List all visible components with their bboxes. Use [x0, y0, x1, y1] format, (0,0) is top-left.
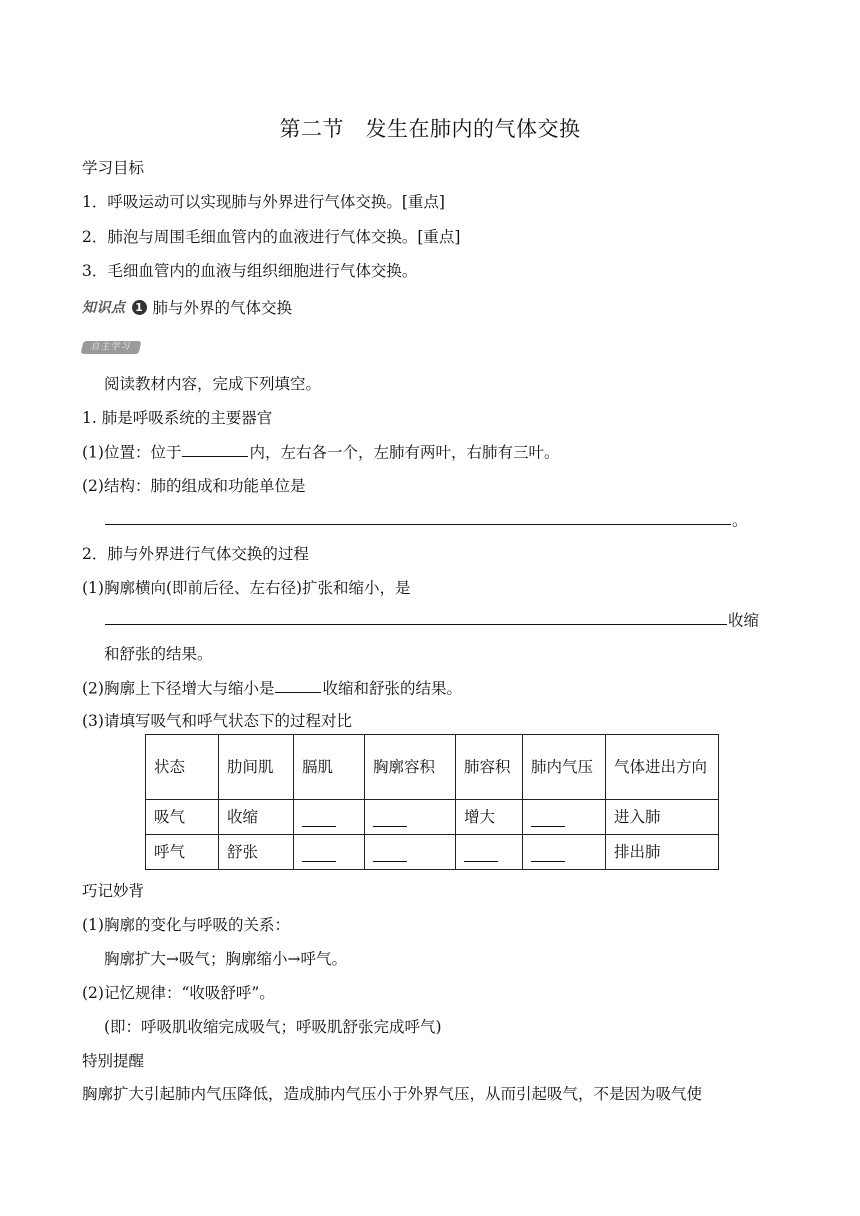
comparison-table: [145, 734, 719, 870]
q2-end: 。: [732, 511, 748, 530]
table-cell: 增大: [456, 800, 523, 835]
knowledge-point-badge: 知识点: [82, 300, 126, 316]
table-header-cell: 肋间肌: [219, 735, 294, 800]
q1-prefix: (1)位置：位于: [82, 443, 182, 462]
table-cell: 进入肺: [606, 800, 719, 835]
section1-q2: (2)结构：肺的组成和功能单位是: [82, 477, 306, 495]
memory-heading: 巧记妙背: [82, 882, 145, 900]
table-header-cell: 肺容积: [456, 735, 523, 800]
fill-blank[interactable]: [531, 843, 565, 862]
table-header-row: [146, 735, 719, 800]
fill-blank[interactable]: [302, 808, 336, 827]
table-cell: [294, 800, 365, 835]
section1-q1: [82, 440, 559, 462]
q1-tail: 收缩: [728, 611, 760, 630]
objective-item: 3．毛细血管内的血液与组织细胞进行气体交换。: [82, 262, 418, 280]
memory-p2: (2)记忆规律：“收吸舒呼”。: [82, 984, 275, 1002]
reminder-heading: 特别提醒: [82, 1052, 145, 1070]
knowledge-point-number: 1: [132, 300, 147, 315]
fill-blank[interactable]: [105, 508, 731, 525]
section2-heading: 2．肺与外界进行气体交换的过程: [82, 545, 309, 563]
table-header-cell: 肺内气压: [523, 735, 606, 800]
table-cell: [523, 835, 606, 870]
fill-blank[interactable]: [373, 843, 407, 862]
self-study-stamp-text: 自主学习: [90, 342, 133, 352]
table-header-cell: 状态: [146, 735, 219, 800]
table-row: [146, 800, 719, 835]
table-cell: 呼气: [146, 835, 219, 870]
table-cell: [365, 800, 456, 835]
table-cell: 舒张: [219, 835, 294, 870]
fill-blank[interactable]: [182, 440, 248, 457]
self-study-stamp: [81, 341, 142, 354]
intro-text: 阅读教材内容，完成下列填空。: [104, 375, 322, 393]
table-cell: [294, 835, 365, 870]
fill-blank[interactable]: [531, 808, 565, 827]
section2-q2: [82, 676, 462, 698]
memory-p1: (1)胸廓的变化与呼吸的关系：: [82, 916, 290, 934]
q2-prefix: (2)胸廓上下径增大与缩小是: [82, 679, 275, 698]
fill-blank[interactable]: [373, 808, 407, 827]
memory-p2-detail: (即：呼吸肌收缩完成吸气；呼吸肌舒张完成呼气): [104, 1018, 442, 1036]
table-header-cell: 气体进出方向: [606, 735, 719, 800]
knowledge-point-label: 肺与外界的气体交换: [152, 299, 293, 317]
fill-blank[interactable]: [105, 608, 727, 625]
table-cell: 吸气: [146, 800, 219, 835]
memory-p1-detail: 胸廓扩大→吸气；胸廓缩小→呼气。: [104, 950, 347, 968]
table-cell: 排出肺: [606, 835, 719, 870]
objectives-heading: 学习目标: [82, 159, 145, 177]
section1-q2-answer-line: [104, 508, 748, 530]
q1-suffix: 内，左右各一个，左肺有两叶，右肺有三叶。: [249, 443, 560, 462]
fill-blank[interactable]: [275, 676, 321, 693]
section2-q1-cont: 和舒张的结果。: [104, 645, 213, 663]
q2-suffix: 收缩和舒张的结果。: [322, 679, 462, 698]
table-header-cell: 膈肌: [294, 735, 365, 800]
section2-q1-answer-line: [104, 608, 759, 630]
knowledge-point-header: [82, 296, 292, 318]
table-header-cell: 胸廓容积: [365, 735, 456, 800]
section1-heading: 1. 肺是呼吸系统的主要器官: [82, 409, 273, 427]
section2-q1: (1)胸廓横向(即前后径、左右径)扩张和缩小，是: [82, 579, 411, 597]
table-row: [146, 835, 719, 870]
fill-blank[interactable]: [464, 843, 498, 862]
reminder-text: 胸廓扩大引起肺内气压降低，造成肺内气压小于外界气压，从而引起吸气，不是因为吸气使: [82, 1085, 703, 1103]
table-cell: [456, 835, 523, 870]
fill-blank[interactable]: [302, 843, 336, 862]
section2-q3: (3)请填写吸气和呼气状态下的过程对比: [82, 712, 352, 730]
page-title: 第二节 发生在肺内的气体交换: [279, 117, 581, 141]
table-cell: [365, 835, 456, 870]
objective-item: 1．呼吸运动可以实现肺与外界进行气体交换。[重点]: [82, 193, 445, 211]
table-cell: 收缩: [219, 800, 294, 835]
table-cell: [523, 800, 606, 835]
objective-item: 2．肺泡与周围毛细血管内的血液进行气体交换。[重点]: [82, 228, 461, 246]
